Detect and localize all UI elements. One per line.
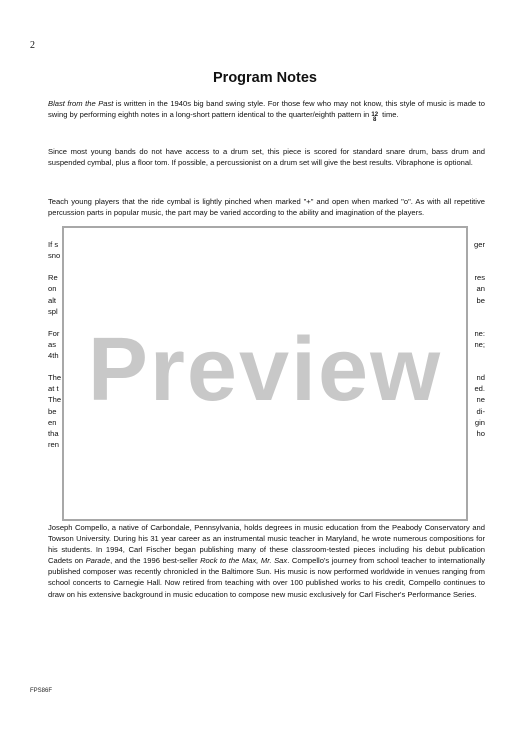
bio-title-parade: Parade bbox=[85, 556, 111, 566]
obscured-fragment-left: sno bbox=[48, 251, 61, 261]
obscured-fragment-right: ger bbox=[474, 240, 485, 249]
preview-watermark-panel bbox=[62, 226, 468, 521]
obscured-fragment-right: ho bbox=[476, 428, 485, 438]
bio-text-a: Joseph Compello, a native of Carbondale, Pennsylvania, holds degrees in music education from the Peabody Conservatory and Towson University. During his 31 year career as an instrumental music teacher in Maryland, he wrote numerous compositions for his students. In 1994, Carl Fischer began publishing many of these classroom-tested pieces including his debut publication Cadets on bbox=[48, 523, 485, 566]
time-signature bbox=[371, 113, 378, 124]
footer-catalog-code: FPS86F bbox=[30, 688, 53, 694]
obscured-fragment-left: as bbox=[48, 339, 57, 349]
obscured-fragment-left: Re bbox=[48, 273, 58, 283]
obscured-fragment-left: The bbox=[48, 373, 62, 383]
work-title: Blast from the Past bbox=[48, 99, 114, 108]
obscured-fragment-right: ne; bbox=[474, 339, 485, 349]
obscured-fragment-right: gin bbox=[474, 417, 485, 427]
preview-watermark-text: Preview bbox=[87, 320, 443, 420]
style-text-end: time. bbox=[380, 110, 399, 120]
obscured-fragment-right: be bbox=[476, 295, 485, 305]
style-text: is written in the 1940s big band swing style. For those few who may not know, this style of music is made to swing by performing eighth notes in a long-short pattern identical to the quarter/eighth pattern in bbox=[48, 99, 485, 120]
obscured-fragment-right: res bbox=[474, 273, 485, 283]
composer-bio-paragraph bbox=[48, 522, 485, 600]
obscured-fragment-right: an bbox=[476, 284, 485, 294]
obscured-fragment-left: If s bbox=[48, 240, 59, 249]
obscured-fragment-left: For bbox=[48, 328, 60, 338]
time-signature-bottom: 8 bbox=[373, 117, 377, 124]
obscured-fragment-right: ne bbox=[476, 395, 485, 405]
obscured-fragment-left: spl bbox=[48, 306, 58, 316]
obscured-fragment-left: alt bbox=[48, 295, 57, 305]
page-title: Program Notes bbox=[213, 70, 317, 86]
obscured-fragment-left: tha bbox=[48, 428, 59, 438]
page-number: 2 bbox=[30, 40, 35, 51]
bio-text-b: , and the 1996 best-seller bbox=[110, 556, 201, 566]
obscured-fragment-left: en bbox=[48, 417, 57, 427]
obscured-fragment-right: nd bbox=[476, 373, 485, 383]
bio-title-rock: Rock to the Max, Mr. Sax bbox=[200, 556, 288, 566]
obscured-fragment-right: di- bbox=[476, 406, 485, 416]
notes-paragraph-cymbal: Teach young players that the ride cymbal is lightly pinched when marked "+" and open when marked "o". As with all repetitive percussion parts in popular music, the part may be varied according to the ability and imagination of the players. bbox=[48, 197, 485, 218]
obscured-fragment-right: ne: bbox=[474, 328, 485, 338]
obscured-fragment-right: ed. bbox=[474, 384, 485, 394]
obscured-fragment-left: on bbox=[48, 284, 57, 294]
obscured-fragment-left: 4th bbox=[48, 351, 59, 360]
time-signature-top: 12 bbox=[371, 111, 379, 118]
obscured-fragment-left: be bbox=[48, 406, 57, 416]
bio-text-c: . Compello's journey from school teacher to internationally published composer was recently chronicled in the Baltimore Sun. His music is now performed worldwide in venues ranging from school concerts to Carnegie Hall. Now retired from teaching with over 100 published works to his credit, Compello continues to draw on his extensive background in music education to compose new music exclusively for Carl Fischer's Performance Series. bbox=[48, 556, 486, 599]
notes-paragraph-percussion: Since most young bands do not have access to a drum set, this piece is scored for standard snare drum, bass drum and suspended cymbal, plus a floor tom. If possible, a percussionist on a drum set will give the best results. Vibraphone is optional. bbox=[48, 147, 485, 168]
obscured-fragment-left: The bbox=[48, 395, 62, 405]
obscured-fragment-left: ren bbox=[48, 439, 59, 449]
notes-paragraph-style bbox=[48, 98, 485, 124]
obscured-fragment-left: at t bbox=[48, 384, 59, 394]
